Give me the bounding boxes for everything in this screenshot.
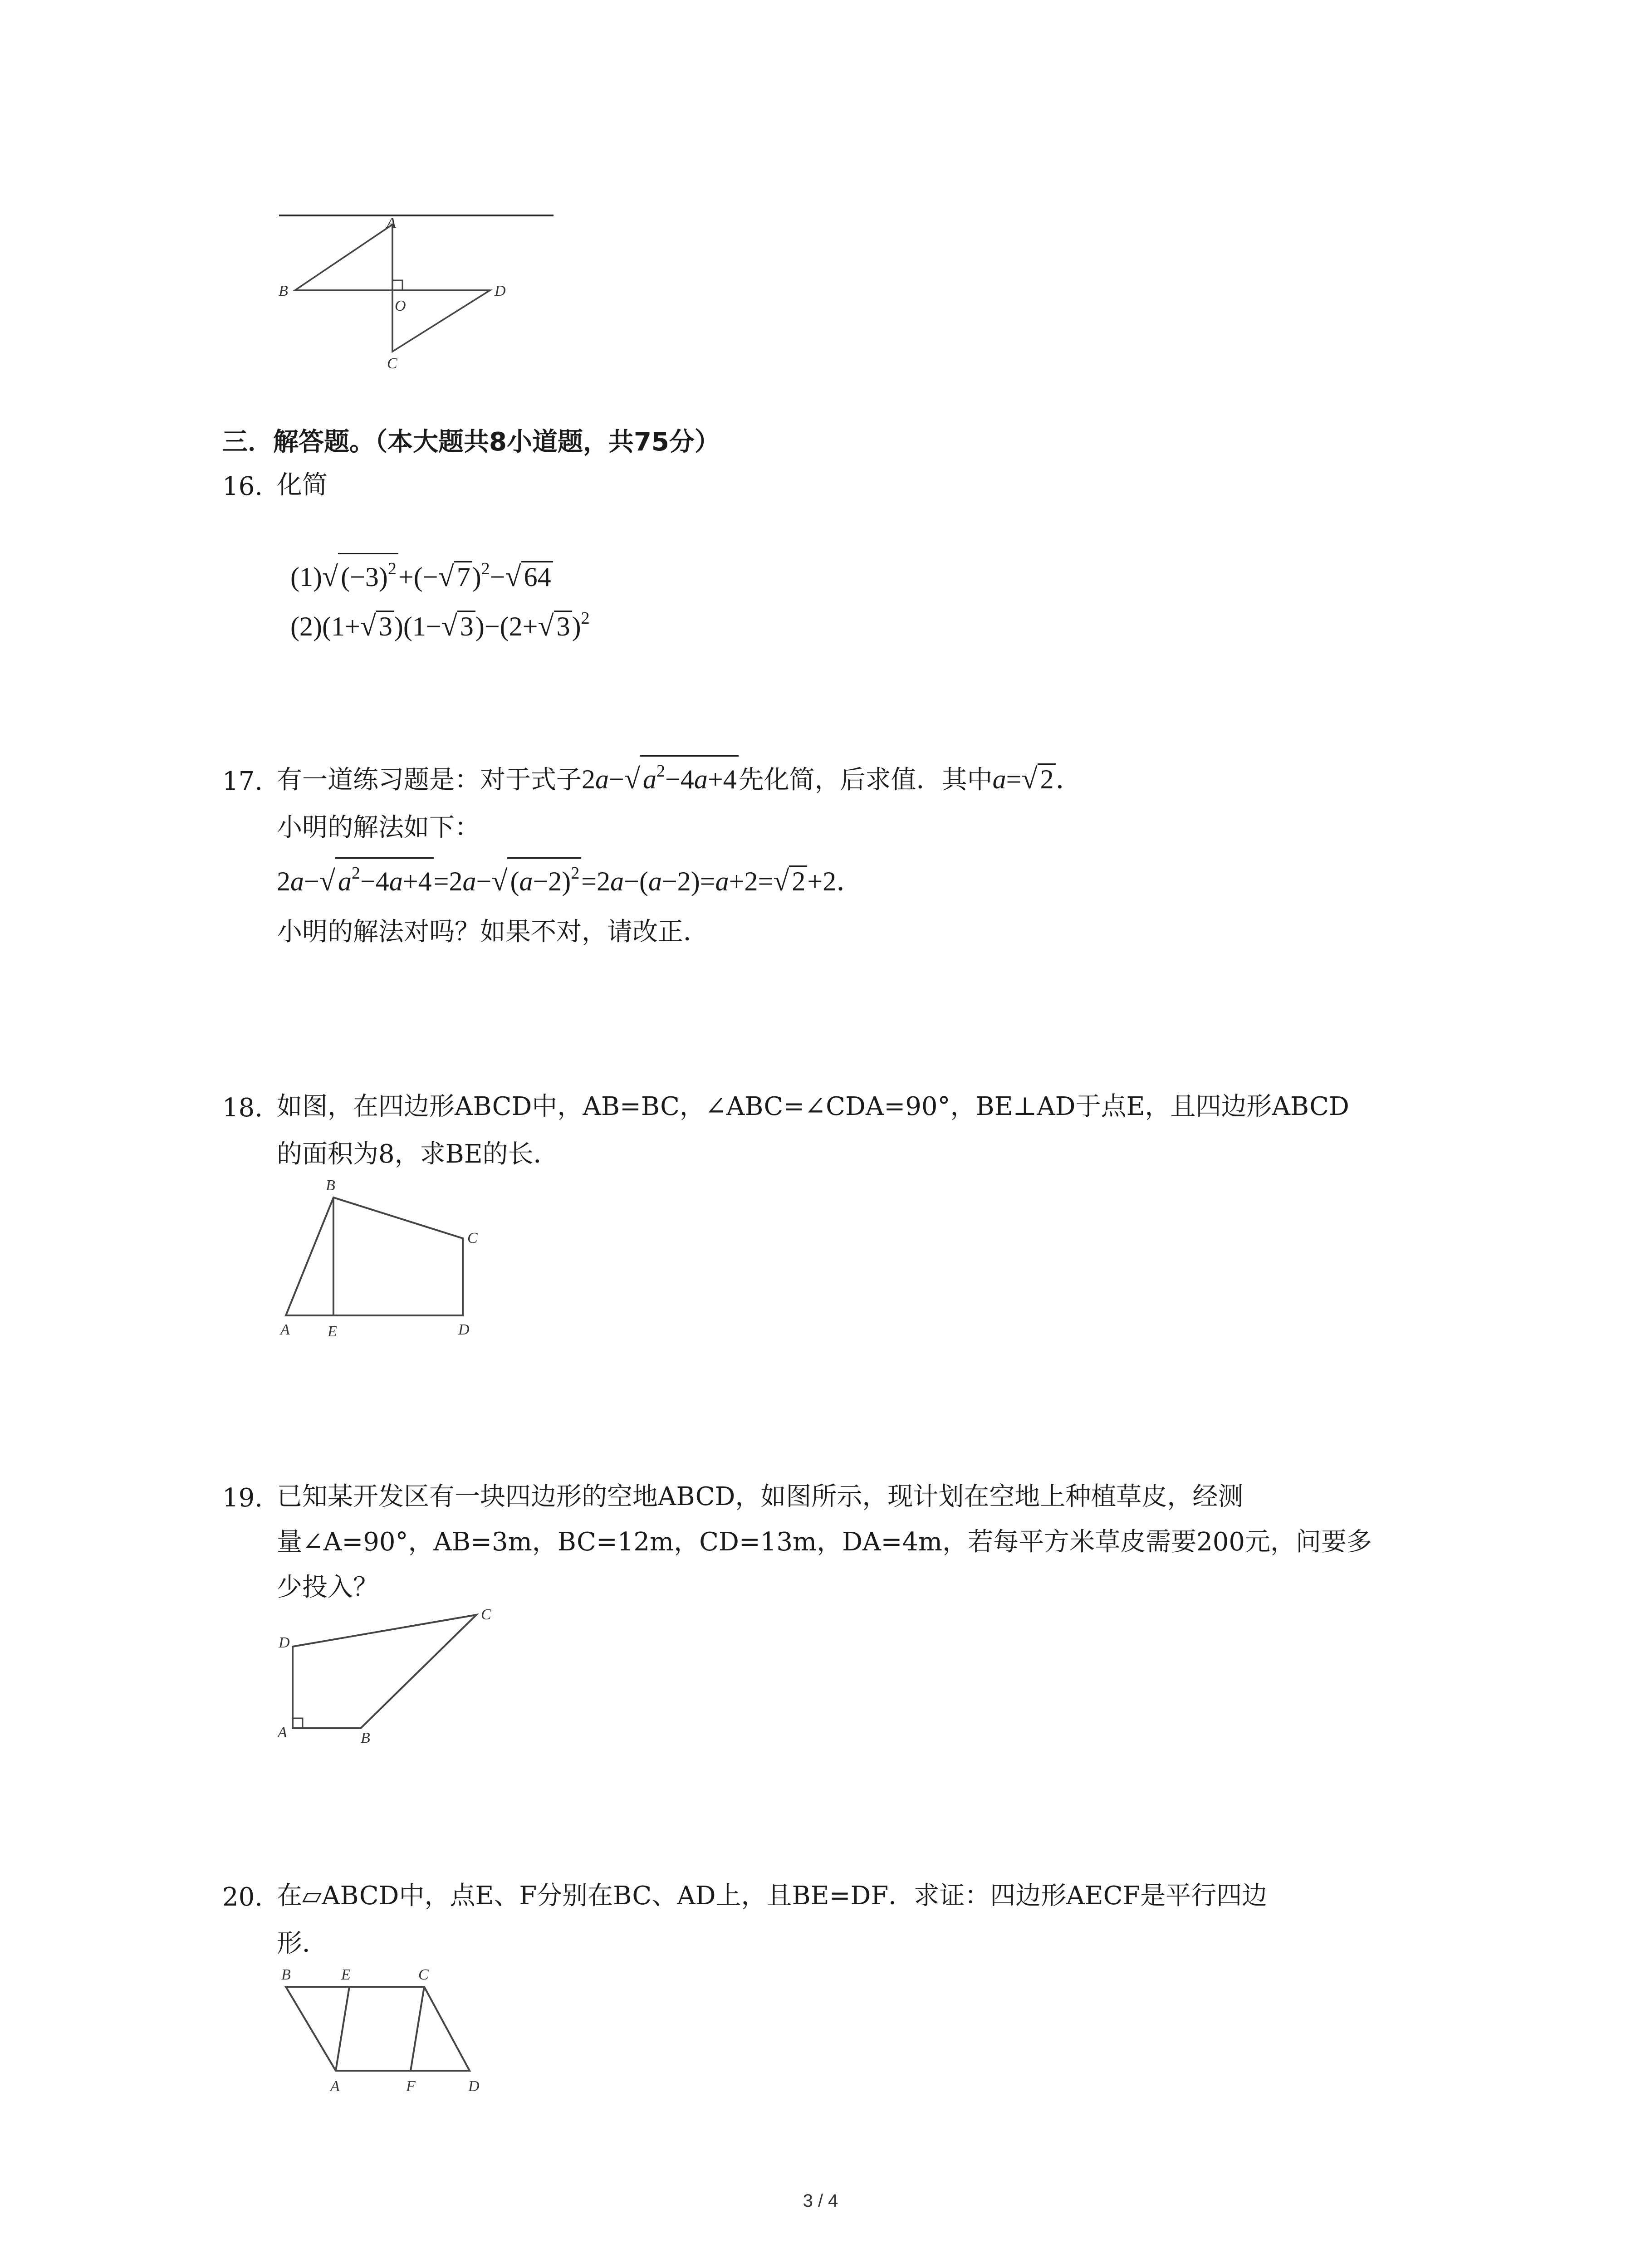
quadrilateral-figure-q18 xyxy=(272,1170,508,1343)
label-c: C xyxy=(481,1606,491,1623)
label-a: A xyxy=(387,215,396,231)
label-d: D xyxy=(495,283,506,299)
label-b: B xyxy=(281,1966,291,1983)
q17-line3: 2a−√ $a^2-4a+4=2a-√$ $(a-2)^2=2a-(a-2)=a+2=√$ 2+2． xyxy=(277,857,863,899)
q18-line1: 如图，在四边形ABCD中，AB=BC，∠ABC=∠CDA=90°，BE⊥AD于点E，且四边形ABCD xyxy=(277,1092,1349,1121)
label-o: O xyxy=(395,298,406,314)
parallelogram-figure-q20 xyxy=(272,1960,508,2105)
q17-line4: 小明的解法对吗？如果不对，请改正． xyxy=(277,917,709,947)
q20-line2: 形． xyxy=(277,1929,328,1958)
q19-line3: 少投入？ xyxy=(277,1573,378,1602)
page-number: 3 / 4 xyxy=(803,2191,838,2211)
section-heading: 三．解答题。（本大题共8小道题，共75分） xyxy=(222,427,720,457)
label-c: C xyxy=(387,355,397,372)
label-b: B xyxy=(361,1730,370,1746)
q20-number: 20. xyxy=(222,1882,263,1912)
label-e: E xyxy=(341,1966,351,1983)
quadrilateral-figure-q19 xyxy=(272,1606,517,1755)
label-e: E xyxy=(328,1323,337,1340)
label-a: A xyxy=(278,1724,287,1741)
q16-title: 化简 xyxy=(277,470,328,500)
label-c: C xyxy=(418,1966,429,1983)
label-d: D xyxy=(279,1634,290,1651)
q18-number: 18. xyxy=(222,1093,263,1123)
label-c: C xyxy=(467,1230,478,1246)
label-d: D xyxy=(468,2078,480,2095)
q19-number: 19. xyxy=(222,1483,263,1513)
q18-line2: 的面积为8，求BE的长． xyxy=(277,1139,559,1169)
q16-part2: (2)(1+√ 3)(1−√ 3)−(2+√ 3)$^2$ xyxy=(290,609,590,642)
label-b: B xyxy=(279,283,288,299)
label-f: F xyxy=(406,2078,416,2095)
label-d: D xyxy=(458,1321,470,1338)
q20-line1: 在▱ABCD中，点E、F分别在BC、AD上，且BE=DF．求证：四边形AECF是平行四边 xyxy=(277,1881,1268,1911)
q17-number: 17. xyxy=(222,767,263,796)
label-a: A xyxy=(280,1321,290,1338)
label-b: B xyxy=(326,1177,335,1194)
q17-line1: 有一道练习题是：对于式子2a−√ $a^2-4a+4$先化简，后求值．其中a=√ 2． xyxy=(277,755,1083,797)
rhombus-figure xyxy=(272,200,572,372)
q19-line2: 量∠A=90°，AB=3m，BC=12m，CD=13m，DA=4m，若每平方米草皮需要200元，问要多 xyxy=(277,1527,1372,1557)
label-a: A xyxy=(330,2078,340,2095)
q16-part1: (1)√ $(-3)^2+(-√$ 7)$^2$−√ 64 xyxy=(277,522,553,593)
q19-line1: 已知某开发区有一块四边形的空地ABCD，如图所示，现计划在空地上种植草皮，经测 xyxy=(277,1482,1244,1511)
q16-number: 16. xyxy=(222,472,263,501)
q17-line2: 小明的解法如下： xyxy=(277,813,480,842)
